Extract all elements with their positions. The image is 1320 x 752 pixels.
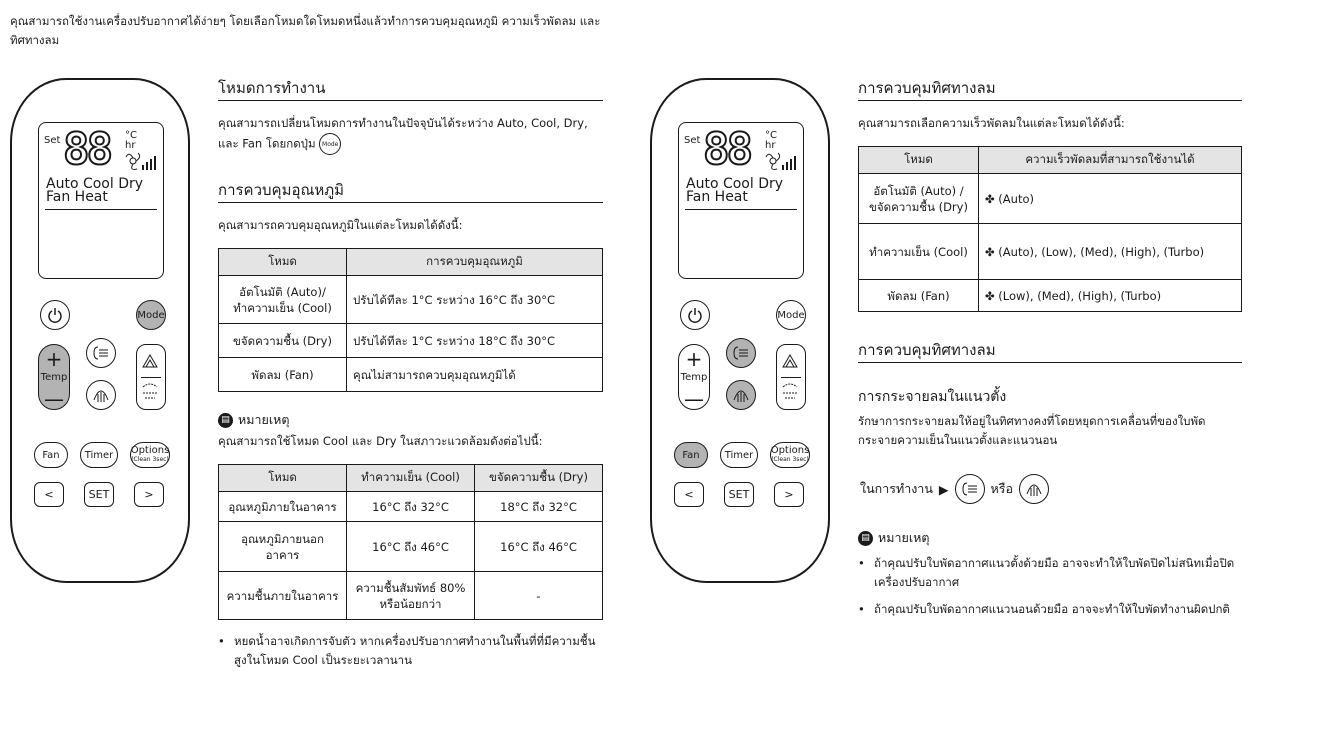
mode-button[interactable]: Mode — [776, 300, 806, 330]
fan-icon: ✤ — [985, 288, 999, 303]
horizontal-swing-icon — [955, 474, 985, 504]
operation-label: ในการทำงาน — [860, 481, 933, 496]
table-cell: ✤ (Auto), (Low), (Med), (High), (Turbo) — [979, 224, 1242, 280]
note-heading: ▤ หมายเหตุ — [858, 528, 929, 548]
table-cell: ปรับได้ทีละ 1°C ระหว่าง 18°C ถึง 30°C — [347, 324, 603, 358]
table-cell: - — [475, 572, 603, 620]
vertical-swing-icon — [93, 386, 109, 404]
table-cell: พัดลม (Fan) — [859, 280, 979, 312]
table-header: โหมด — [859, 147, 979, 174]
horizontal-swing-button[interactable] — [86, 338, 116, 368]
remote-control-mode — [10, 78, 190, 583]
table-cell: ขจัดความชื้น (Dry) — [219, 324, 347, 358]
table-cell: ✤ (Low), (Med), (High), (Turbo) — [979, 280, 1242, 312]
table-cell: อุณหภูมิภายนอก อาคาร — [219, 522, 347, 572]
right-button[interactable]: > — [774, 482, 804, 507]
power-button[interactable] — [680, 300, 710, 330]
fan-speed-paragraph: คุณสามารถเลือกความเร็วพัดลมในแต่ละโหมดได้ดังนี้: — [858, 116, 1125, 130]
vertical-swing-icon — [1019, 474, 1049, 504]
lcd-set-label: Set — [684, 135, 701, 146]
lcd-unit: °C hr — [125, 130, 137, 151]
lcd-modes: Auto Cool Dry Fan Heat — [46, 176, 144, 205]
table-cell: 18°C ถึง 32°C — [475, 492, 603, 522]
set-button[interactable]: SET — [724, 482, 754, 507]
fan-speed-icon — [125, 151, 159, 173]
fan-button[interactable]: Fan — [34, 442, 68, 468]
table-header: ทำความเย็น (Cool) — [347, 465, 475, 492]
temp-button[interactable]: + Temp — — [38, 344, 70, 410]
table-header: โหมด — [219, 465, 347, 492]
table-cell: ✤ (Auto) — [979, 174, 1242, 224]
table-cell: คุณไม่สามารถควบคุมอุณหภูมิได้ — [347, 358, 603, 392]
bullet-list — [218, 632, 603, 670]
fan-speed-button[interactable] — [136, 344, 166, 410]
options-button[interactable]: Options (Clean 3sec) — [130, 442, 170, 468]
lcd-digits: 88 — [703, 124, 750, 175]
note-heading: ▤ หมายเหตุ — [218, 410, 289, 430]
power-icon — [687, 307, 703, 323]
power-button[interactable] — [40, 300, 70, 330]
table-header: ขจัดความชื้น (Dry) — [475, 465, 603, 492]
left-button[interactable]: < — [674, 482, 704, 507]
power-icon — [47, 307, 63, 323]
table-cell: ความชื้นสัมพัทธ์ 80% หรือน้อยกว่า — [347, 572, 475, 620]
table-cell: 16°C ถึง 32°C — [347, 492, 475, 522]
list-item: • ถ้าคุณปรับใบพัดอากาศแนวตั้งด้วยมือ อาจจะทำให้ใบพัดปิดไม่สนิทเมื่อปิดเครื่องปรับอากาศ — [858, 554, 1238, 592]
vertical-swing-icon — [733, 386, 749, 404]
vertical-airflow-heading: การกระจายลมในแนวตั้ง — [858, 389, 1007, 405]
note-paragraph: คุณสามารถใช้โหมด Cool และ Dry ในสภาวะแวดล้อมดังต่อไปนี้: — [218, 434, 543, 448]
horizontal-swing-button[interactable] — [726, 338, 756, 368]
left-button[interactable]: < — [34, 482, 64, 507]
direction-section-title: การควบคุมทิศทางลม — [858, 340, 1242, 363]
mode-button[interactable]: Mode — [136, 300, 166, 330]
intro-text: คุณสามารถใช้งานเครื่องปรับอากาศได้ง่ายๆ โดยเลือกโหมดใดโหมดหนึ่งแล้วทำการควบคุมอุณหภูมิ ความเร็วพัดลม และทิศทางลม — [10, 14, 601, 47]
temp-paragraph: คุณสามารถควบคุมอุณหภูมิในแต่ละโหมดได้ดังนี้: — [218, 218, 463, 232]
fan-speed-icon — [765, 151, 799, 173]
table-header: โหมด — [219, 249, 347, 276]
timer-button[interactable]: Timer — [80, 442, 118, 468]
table-cell: อุณหภูมิภายในอาคาร — [219, 492, 347, 522]
options-button[interactable]: Options (Clean 3sec) — [770, 442, 810, 468]
timer-button[interactable]: Timer — [720, 442, 758, 468]
operation-row — [860, 474, 1049, 504]
table-cell: 16°C ถึง 46°C — [347, 522, 475, 572]
table-cell: อัตโนมัติ (Auto) / ขจัดความชื้น (Dry) — [859, 174, 979, 224]
table-cell: ความชื้นภายในอาคาร — [219, 572, 347, 620]
vertical-swing-button[interactable] — [726, 380, 756, 410]
right-button[interactable]: > — [134, 482, 164, 507]
mode-section-title: โหมดการทำงาน — [218, 78, 603, 101]
list-item: • ถ้าคุณปรับใบพัดอากาศแนวนอนด้วยมือ อาจจะทำให้ใบพัดทำงานผิดปกติ — [858, 600, 1238, 619]
fan-icon: ✤ — [985, 191, 999, 206]
table-cell: พัดลม (Fan) — [219, 358, 347, 392]
operation-or: หรือ — [990, 481, 1013, 496]
fan-button[interactable]: Fan — [674, 442, 708, 468]
vertical-airflow-paragraph: รักษาการกระจายลมให้อยู่ในทิศทางคงที่โดยหยุดการเคลื่อนที่ของใบพัดกระจายความเย็นในแนวตั้งและแนวนอน — [858, 414, 1206, 447]
lcd-digits: 88 — [63, 124, 110, 175]
fan-speed-table — [858, 146, 1242, 312]
remote-control-fan — [650, 78, 830, 583]
table-header: ความเร็วพัดลมที่สามารถใช้งานได้ — [979, 147, 1242, 174]
fan-icon: ✤ — [985, 244, 999, 259]
lcd-set-label: Set — [44, 135, 61, 146]
table-cell: อัตโนมัติ (Auto)/ ทำความเย็น (Cool) — [219, 276, 347, 324]
lcd-display — [678, 122, 804, 279]
table-cell: 16°C ถึง 46°C — [475, 522, 603, 572]
mode-paragraph: คุณสามารถเปลี่ยนโหมดการทำงานในปัจจุบันได้ระหว่าง Auto, Cool, Dry, และ Fan โดยกดปุ่ม Mode — [218, 114, 598, 155]
lcd-divider — [685, 209, 797, 210]
lcd-display — [38, 122, 164, 279]
fan-speed-section-title: การควบคุมทิศทางลม — [858, 78, 1242, 101]
set-button[interactable]: SET — [84, 482, 114, 507]
mode-button-icon: Mode — [319, 133, 341, 155]
bullet-list — [858, 554, 1238, 619]
table-cell: ปรับได้ทีละ 1°C ระหว่าง 16°C ถึง 30°C — [347, 276, 603, 324]
lcd-modes: Auto Cool Dry Fan Heat — [686, 176, 784, 205]
horizontal-swing-icon — [92, 346, 110, 360]
temp-control-table — [218, 248, 603, 392]
note-icon: ▤ — [858, 531, 873, 546]
table-header: การควบคุมอุณหภูมิ — [347, 249, 603, 276]
lcd-unit: °C hr — [765, 130, 777, 151]
fan-speed-button[interactable] — [776, 344, 806, 410]
environment-table — [218, 464, 603, 620]
note-icon: ▤ — [218, 413, 233, 428]
temp-section-title: การควบคุมอุณหภูมิ — [218, 180, 603, 203]
temp-button[interactable]: + Temp — — [678, 344, 710, 410]
horizontal-swing-icon — [732, 346, 750, 360]
vertical-swing-button[interactable] — [86, 380, 116, 410]
list-item: • หยดน้ำอาจเกิดการจับตัว หากเครื่องปรับอากาศทำงานในพื้นที่ที่มีความชื้นสูงในโหมด Cool เป็นระยะเวลานาน — [218, 632, 603, 670]
lcd-divider — [45, 209, 157, 210]
operation-arrow: ▶ — [938, 481, 949, 497]
table-cell: ทำความเย็น (Cool) — [859, 224, 979, 280]
